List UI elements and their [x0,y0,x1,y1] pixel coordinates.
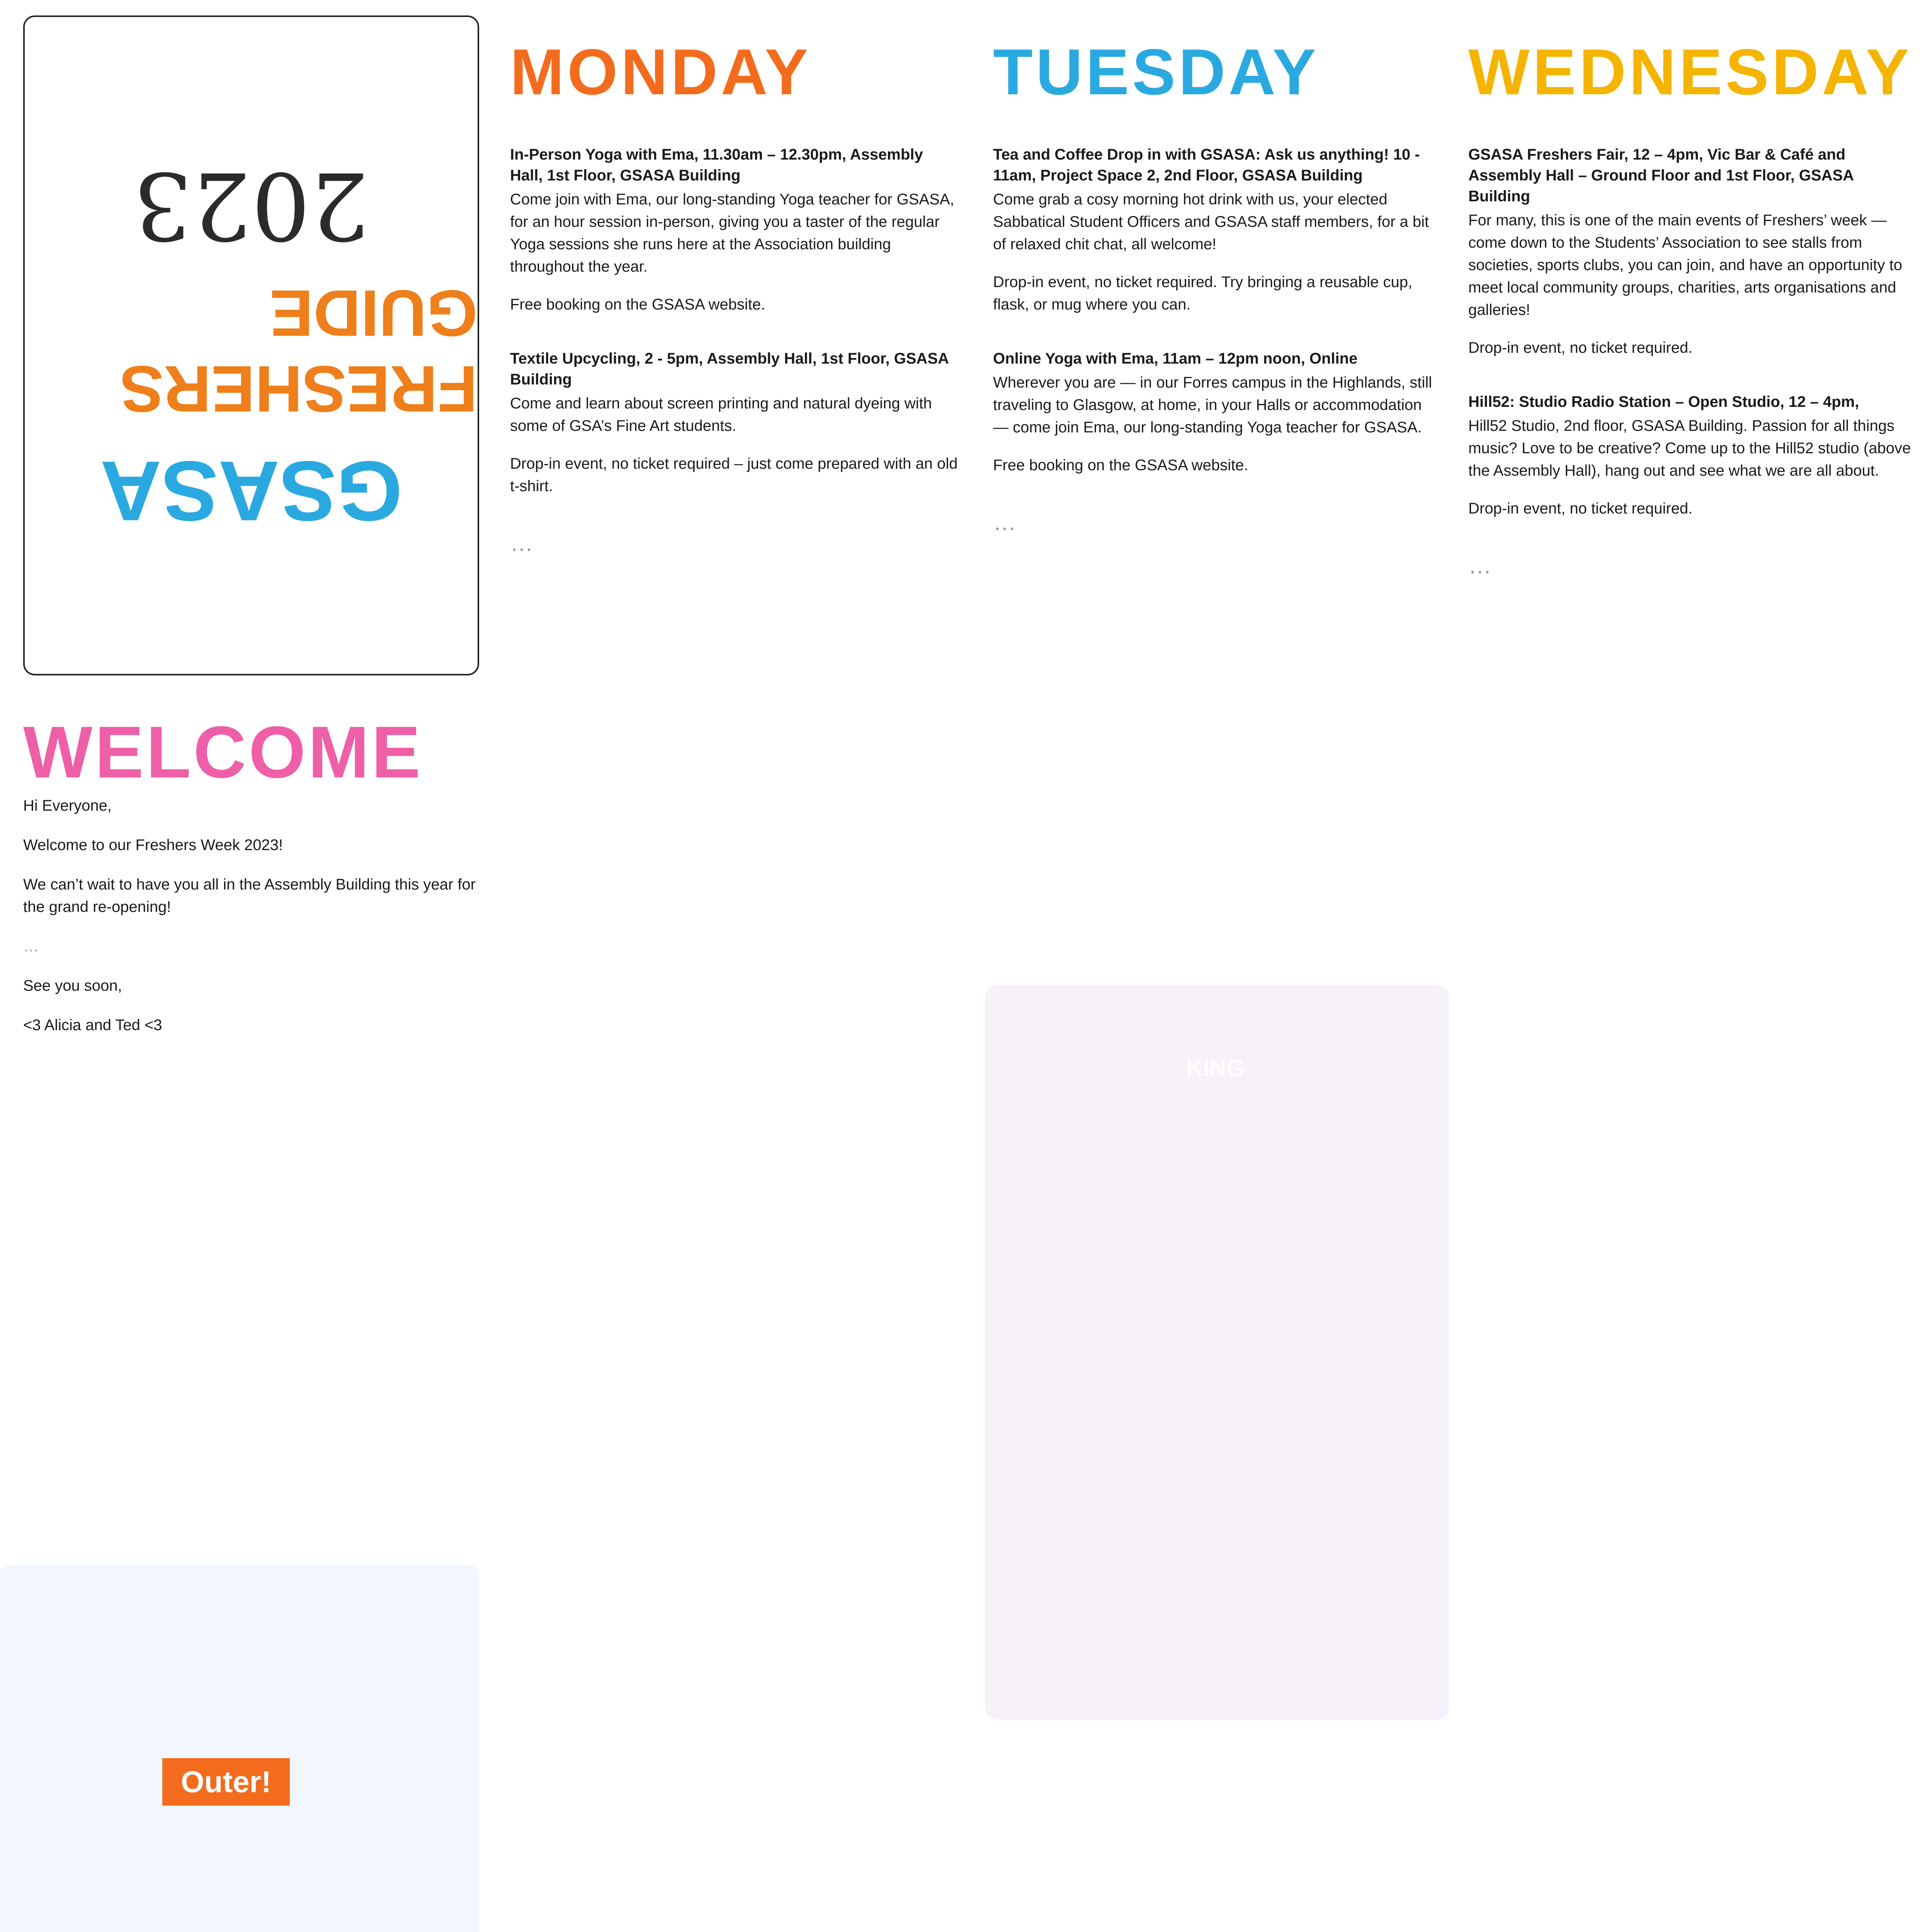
mirror-label: KING [1186,1055,1244,1081]
event-booking-note: Free booking on the GSASA website. [993,457,1248,474]
subway-illustration [0,1565,479,1932]
event-heading: Hill52: Studio Radio Station – Open Studio, 12 – 4pm, [1468,393,1859,410]
welcome-ellipsis: … [23,938,39,955]
tuesday-title: TUESDAY [993,36,1319,108]
tuesday-more-events: … [993,509,1016,535]
event-description: Come and learn about screen printing and natural dyeing with some of GSA’s Fine Art students. [510,395,932,434]
event-description: Hill52 Studio, 2nd floor, GSASA Building. Passion for all things music? Love to be creative? Come up to the Hill52 studio (above the Assembly Hall), hang out and see what we are all about. [1468,417,1911,479]
monday-column [510,35,958,556]
event [993,348,1441,476]
event-heading: Textile Upcycling, 2 - 5pm, Assembly Hall, 1st Floor, GSASA Building [510,350,949,388]
event-booking-note: Drop-in event, no ticket required – just come prepared with an old t-shirt. [510,455,958,495]
monday-title: MONDAY [510,36,811,108]
left-rail [23,15,479,1053]
event-description: Come join with Ema, our long-standing Yoga teacher for GSASA, for an hour session in-person, giving you a taster of the regular Yoga sessions she runs here at the Association building throughout the year. [510,191,954,275]
cover-art [23,15,479,675]
cover-org-logo: GSASA [100,443,403,539]
wednesday-title: WEDNESDAY [1468,36,1912,108]
event-heading: Online Yoga with Ema, 11am – 12pm noon, Online [993,350,1358,367]
event-booking-note: Drop-in event, no ticket required. Try bringing a reusable cup, flask, or mug where you can. [993,274,1413,313]
event [1468,144,1917,359]
event-booking-note: Drop-in event, no ticket required. [1468,500,1693,517]
event [510,144,958,316]
event [510,348,958,497]
welcome-line: Hi Everyone, [23,797,112,814]
welcome-line: <3 Alicia and Ted <3 [23,1017,162,1034]
event-heading: In-Person Yoga with Ema, 11.30am – 12.30pm, Assembly Hall, 1st Floor, GSASA Building [510,146,923,184]
welcome-line: Welcome to our Freshers Week 2023! [23,837,283,854]
event [1468,391,1917,520]
welcome-title: WELCOME [23,711,423,793]
outer-sign: Outer! [162,1758,290,1806]
event-description: Wherever you are — in our Forres campus in the Highlands, still traveling to Glasgow, at home, in your Halls or accommodation — come join Ema, our long-standing Yoga teacher for GSASA. [993,374,1432,436]
event [993,144,1441,316]
welcome-line: See you soon, [23,977,122,994]
event-booking-note: Free booking on the GSASA website. [510,296,765,313]
tuesday-column [993,35,1441,536]
wednesday-column [1468,35,1917,579]
event-heading: GSASA Freshers Fair, 12 – 4pm, Vic Bar & Café and Assembly Hall – Ground Floor and 1st Floor, GSASA Building [1468,146,1854,205]
cover-year: 2023 [133,151,369,260]
welcome-line: We can’t wait to have you all in the Assembly Building this year for the grand re-opening! [23,876,476,915]
welcome-section [23,710,479,1036]
event-booking-note: Drop-in event, no ticket required. [1468,339,1693,356]
wednesday-more-events: … [1468,553,1492,578]
monday-more-events: … [510,530,533,556]
drag-king-mirror-illustration [985,985,1449,1719]
cover-guide-title: FRESHERS GUIDE [120,276,478,425]
event-description: For many, this is one of the main events of Freshers’ week — come down to the Students’ Association to see stalls from societies, sports clubs, you can join, and have an opportunity to meet local community groups, charities, arts organisations and galleries! [1468,212,1902,318]
event-heading: Tea and Coffee Drop in with GSASA: Ask us anything! 10 - 11am, Project Space 2, 2nd Floor, GSASA Building [993,146,1420,184]
event-description: Come grab a cosy morning hot drink with us, your elected Sabbatical Student Officers and GSASA staff members, for a bit of relaxed chit chat, all welcome! [993,191,1429,253]
